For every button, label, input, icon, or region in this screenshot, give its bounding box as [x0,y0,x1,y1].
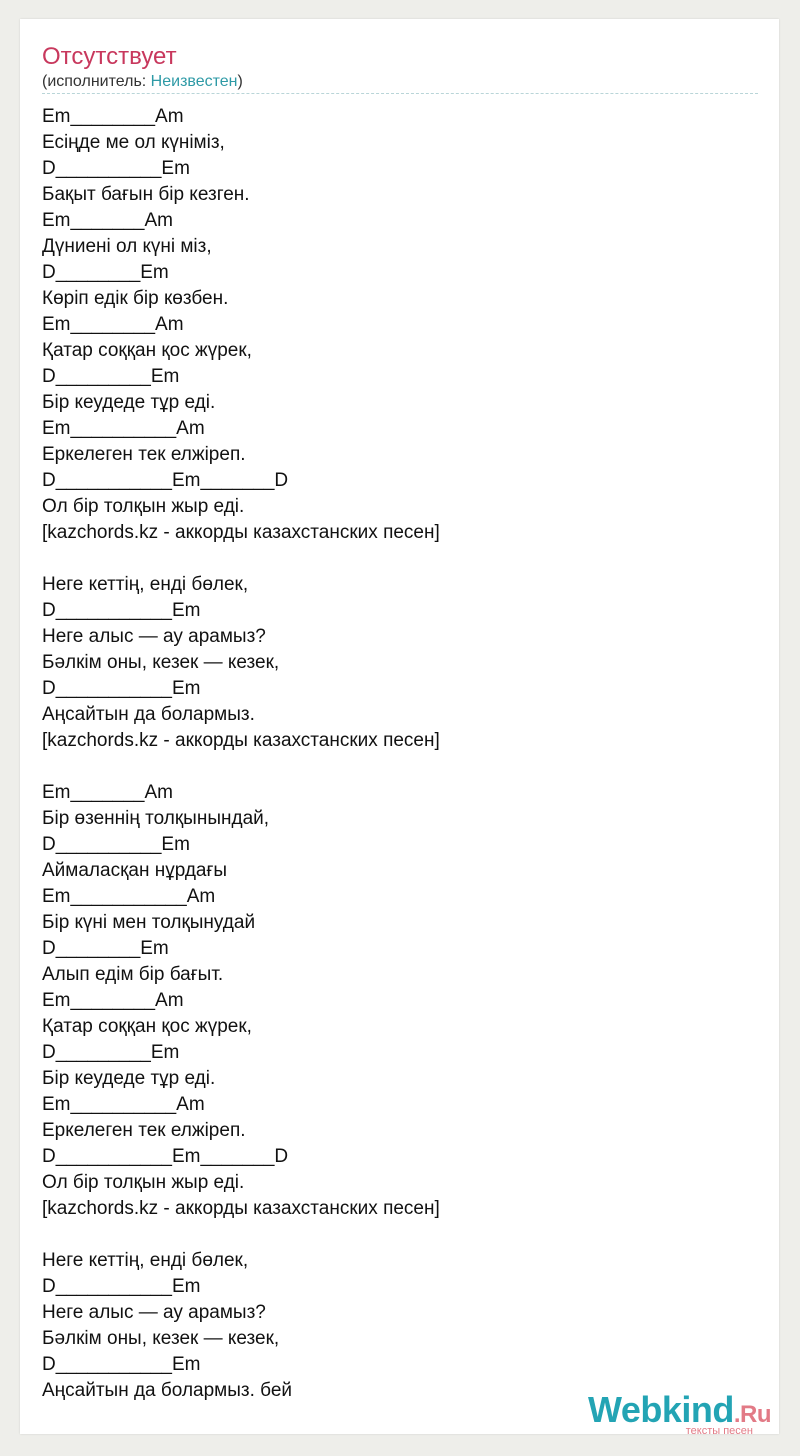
artist-line [42,72,243,92]
divider [42,93,758,94]
lyric-line: Em________Am [42,106,184,127]
lyric-line: D__________Em [42,158,190,179]
artist-prefix: (исполнитель: [42,73,151,90]
lyric-line: Em__________Am [42,418,205,439]
lyric-line: Em___________Am [42,886,216,907]
lyric-line: Em_______Am [42,210,173,231]
lyric-line: Неге кеттің, енді бөлек, [42,1250,249,1271]
lyric-line: D___________Em_______D [42,470,289,491]
lyric-line: Алып едім бір бағыт. [42,964,224,985]
lyric-line: Бір күні мен толқынудай [42,912,256,933]
lyric-line: D___________Em [42,1354,201,1375]
lyric-line: Есіңде ме ол күніміз, [42,132,225,153]
lyric-line: [kazchords.kz - аккорды казахстанских песен] [42,522,440,543]
lyric-line: Em________Am [42,990,184,1011]
lyric-line: Бақыт бағын бір кезген. [42,184,250,205]
lyrics-block [42,104,762,1404]
lyric-line: Көріп едік бір көзбен. [42,288,229,309]
lyric-line: Неге алыс — ау арамыз? [42,1302,266,1323]
lyric-line: Еркелеген тек елжіреп. [42,1120,246,1141]
lyric-line: D__________Em [42,834,190,855]
brand-tld: .Ru [733,1401,771,1428]
lyric-line: Аңсайтын да болармыз. [42,704,255,725]
lyric-line [42,1222,762,1248]
lyric-line: D___________Em [42,600,201,621]
lyric-line: Бәлкім оны, кезек — кезек, [42,652,280,673]
lyric-line [42,546,762,572]
lyric-line: Қатар соққан қос жүрек, [42,340,252,361]
lyric-line: Бір кеудеде тұр еді. [42,1068,216,1089]
lyric-line: Бәлкім оны, кезек — кезек, [42,1328,280,1349]
artist-suffix: ) [237,73,243,90]
lyric-line: Ол бір толқын жыр еді. [42,1172,245,1193]
artist-link[interactable]: Неизвестен [150,73,238,90]
lyric-line: Неге кеттің, енді бөлек, [42,574,249,595]
lyric-line: D___________Em [42,678,201,699]
song-title: Отсутствует [42,43,177,70]
lyric-line: Дүниені ол күні міз, [42,236,212,257]
lyric-line: Еркелеген тек елжіреп. [42,444,246,465]
lyric-line: D________Em [42,262,169,283]
lyric-line: Қатар соққан қос жүрек, [42,1016,252,1037]
lyric-line: Em__________Am [42,1094,205,1115]
lyric-line: Аймаласқан нұрдағы [42,860,228,881]
lyric-line: D___________Em [42,1276,201,1297]
lyric-line: Неге алыс — ау арамыз? [42,626,266,647]
site-watermark[interactable] [588,1390,771,1437]
lyric-line: [kazchords.kz - аккорды казахстанских песен] [42,1198,440,1219]
lyric-line: Аңсайтын да болармыз. бей [42,1380,292,1401]
lyric-line: D_________Em [42,366,180,387]
lyric-line: [kazchords.kz - аккорды казахстанских песен] [42,730,440,751]
lyric-line: Ол бір толқын жыр еді. [42,496,245,517]
lyric-line: D________Em [42,938,169,959]
lyric-line: Em________Am [42,314,184,335]
brand-name: Webkind [587,1389,734,1430]
lyric-line: D_________Em [42,1042,180,1063]
lyric-line: Бір өзеннің толқынындай, [42,808,270,829]
lyric-line: Em_______Am [42,782,173,803]
lyric-line: Бір кеудеде тұр еді. [42,392,216,413]
brand-tagline: тексты песен [685,1425,753,1437]
lyric-line [42,754,762,780]
lyric-line: D___________Em_______D [42,1146,289,1167]
